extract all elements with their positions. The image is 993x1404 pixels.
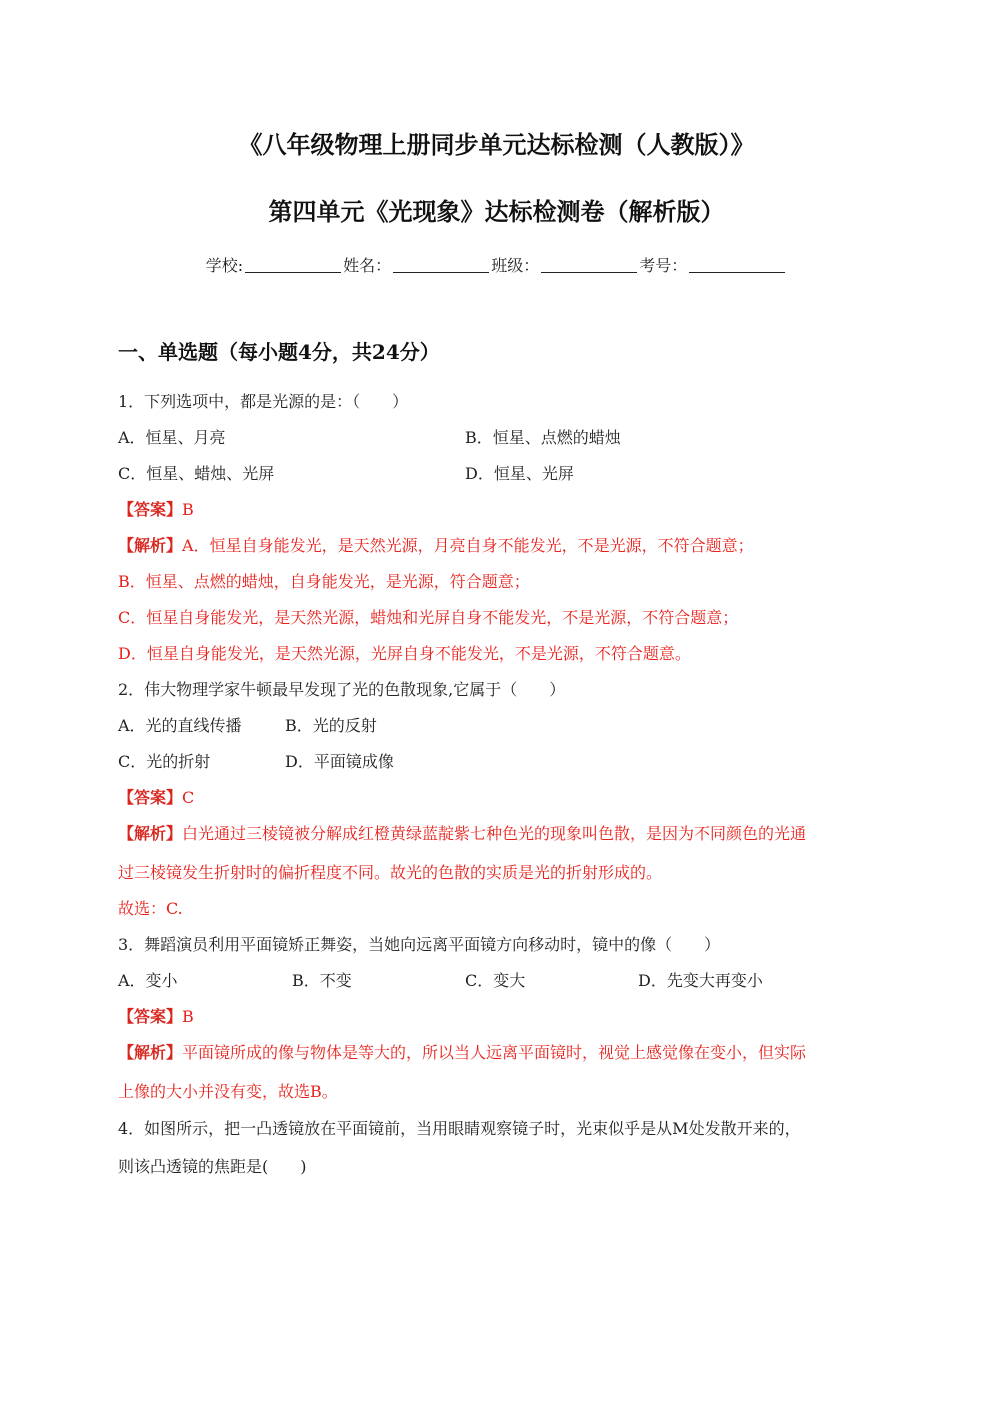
section-heading: 一、单选题（每小题4分，共24分）	[118, 340, 440, 364]
analysis-text: 平面镜所成的像与物体是等大的，所以当人远离平面镜时，视觉上感觉像在变小，但实际	[182, 1043, 807, 1062]
answer-label: 【答案】	[118, 500, 183, 519]
question-1-option-a: A．恒星、月亮	[118, 428, 226, 447]
name-blank[interactable]	[393, 254, 489, 273]
question-2-option-b: B．光的反射	[285, 716, 377, 735]
answer-value: C	[182, 788, 195, 807]
question-3-analysis-line: 上像的大小并没有变，故选B。	[118, 1082, 338, 1101]
question-1-option-c: C．恒星、蜡烛、光屏	[118, 464, 275, 483]
analysis-label: 【解析】	[118, 824, 183, 843]
student-info-row	[0, 253, 993, 279]
analysis-label: 【解析】	[118, 1043, 183, 1062]
analysis-text: A．恒星自身能发光，是天然光源，月亮自身不能发光，不是光源，不符合题意；	[182, 536, 754, 555]
school-blank[interactable]	[245, 254, 341, 273]
question-3-stem: 3．舞蹈演员利用平面镜矫正舞姿，当她向远离平面镜方向移动时，镜中的像（ ）	[118, 935, 721, 954]
analysis-label: 【解析】	[118, 536, 183, 555]
question-3-analysis-line	[118, 1041, 806, 1065]
question-1-analysis-line: D．恒星自身能发光，是天然光源，光屏自身不能发光，不是光源，不符合题意。	[118, 644, 691, 663]
question-2-option-a: A．光的直线传播	[118, 716, 242, 735]
name-label: 姓名：	[343, 256, 392, 275]
analysis-text: 白光通过三棱镜被分解成红橙黄绿蓝靛紫七种色光的现象叫色散，是因为不同颜色的光通	[182, 824, 807, 843]
paper-title: 第四单元《光现象》达标检测卷（解析版）	[268, 197, 725, 226]
answer-value: B	[182, 1007, 194, 1026]
answer-label: 【答案】	[118, 788, 183, 807]
question-3-answer	[118, 1005, 194, 1029]
question-1-stem: 1．下列选项中，都是光源的是：（ ）	[118, 392, 409, 411]
question-2-answer	[118, 786, 194, 810]
class-label: 班级：	[491, 256, 540, 275]
question-2-stem: 2．伟大物理学家牛顿最早发现了光的色散现象,它属于（ ）	[118, 680, 566, 699]
question-2-analysis-line: 过三棱镜发生折射时的偏折程度不同。故光的色散的实质是光的折射形成的。	[118, 863, 663, 882]
question-4-stem-line: 4．如图所示，把一凸透镜放在平面镜前，当用眼睛观察镜子时，光束似乎是从M处发散开来的，	[118, 1119, 801, 1138]
question-3-option-c: C．变大	[465, 971, 526, 990]
answer-label: 【答案】	[118, 1007, 183, 1026]
question-1-analysis-line: B．恒星、点燃的蜡烛，自身能发光，是光源，符合题意；	[118, 572, 530, 591]
question-3-option-a: A．变小	[118, 971, 178, 990]
question-2-analysis-line: 故选：C.	[118, 899, 183, 918]
question-1-analysis-line	[118, 534, 754, 558]
question-3-option-d: D．先变大再变小	[638, 971, 763, 990]
question-2-option-d: D．平面镜成像	[285, 752, 394, 771]
series-title: 《八年级物理上册同步单元达标检测（人教版）》	[238, 130, 755, 159]
class-blank[interactable]	[541, 254, 637, 273]
question-1-option-d: D．恒星、光屏	[465, 464, 574, 483]
question-3-option-b: B．不变	[292, 971, 352, 990]
question-2-option-c: C．光的折射	[118, 752, 211, 771]
question-2-analysis-line	[118, 822, 806, 846]
question-4-stem-line: 则该凸透镜的焦距是( )	[118, 1157, 307, 1176]
question-1-analysis-line: C．恒星自身能发光，是天然光源，蜡烛和光屏自身不能发光，不是光源，不符合题意；	[118, 608, 739, 627]
school-label: 学校:	[205, 256, 244, 275]
exam-number-label: 考号：	[639, 256, 688, 275]
exam-number-blank[interactable]	[689, 254, 785, 273]
answer-value: B	[182, 500, 194, 519]
question-1-answer	[118, 498, 194, 522]
question-1-option-b: B．恒星、点燃的蜡烛	[465, 428, 621, 447]
